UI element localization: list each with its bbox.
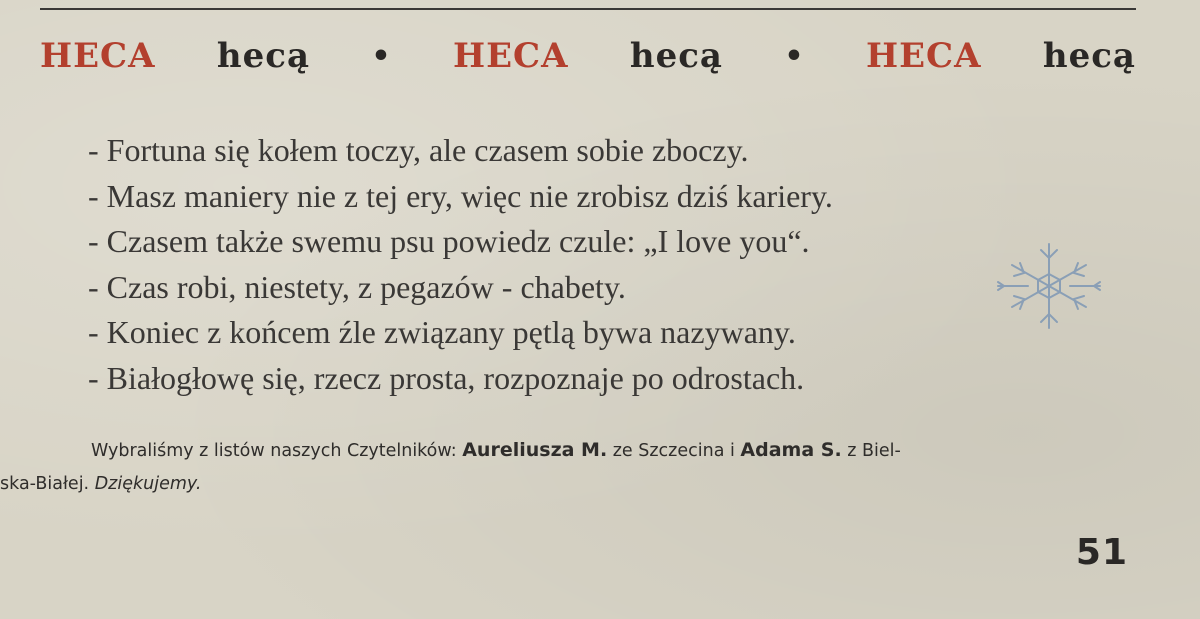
credits-line2-start: ska-Białej. bbox=[0, 474, 95, 494]
snowflake-icon bbox=[994, 238, 1104, 334]
saying-line: - Masz maniery nie z tej ery, więc nie zrobisz dziś kariery. bbox=[88, 177, 833, 214]
banner-heca-caps: HECA bbox=[40, 36, 156, 76]
credits-tail: z Biel- bbox=[841, 441, 901, 461]
credits-name-1: Aureliusza M. bbox=[462, 439, 608, 461]
credits-line-1 bbox=[0, 434, 1140, 468]
credits-name-2: Adama S. bbox=[740, 439, 842, 461]
credits-mid: ze Szczecina i bbox=[607, 441, 741, 461]
banner-separator: • bbox=[371, 38, 392, 74]
banner-separator: • bbox=[784, 38, 805, 74]
saying-line: - Czas robi, niestety, z pegazów - chabety. bbox=[88, 268, 626, 305]
saying-line: - Czasem także swemu psu powiedz czule: „I love you“. bbox=[88, 223, 810, 259]
top-rule-divider bbox=[40, 8, 1136, 10]
banner-heca-lower: hecą bbox=[216, 36, 310, 76]
heca-banner bbox=[40, 34, 1136, 78]
banner-heca-caps: HECA bbox=[865, 36, 982, 76]
credits-line-2 bbox=[0, 468, 1140, 501]
saying-line: - Białogłowę się, rzecz prosta, rozpoznaje po odrostach. bbox=[88, 359, 805, 396]
credits-intro: Wybraliśmy z listów naszych Czytelników: bbox=[91, 441, 463, 461]
saying-line: - Koniec z końcem źle związany pętlą bywa nazywany. bbox=[88, 314, 796, 350]
page-number: 51 bbox=[1075, 532, 1128, 573]
sayings-list bbox=[88, 128, 833, 401]
banner-heca-lower: hecą bbox=[629, 36, 723, 76]
banner-heca-lower: hecą bbox=[1042, 36, 1136, 76]
banner-heca-caps: HECA bbox=[452, 36, 569, 76]
saying-line: - Fortuna się kołem toczy, ale czasem sobie zboczy. bbox=[88, 132, 749, 168]
credits-thanks: Dziękujemy. bbox=[94, 474, 202, 494]
reader-credits bbox=[0, 434, 1140, 501]
